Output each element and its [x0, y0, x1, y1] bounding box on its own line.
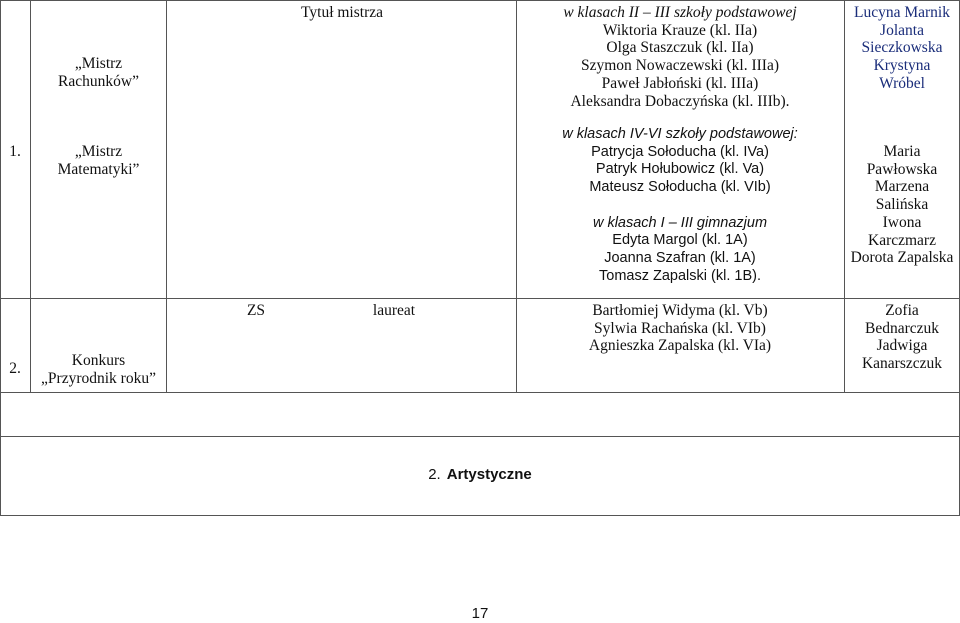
teacher: Karczmarz — [868, 231, 936, 249]
competition-name-line: Konkurs — [71, 352, 126, 369]
section-number: 2. — [428, 466, 441, 483]
students-list — [516, 4, 844, 110]
competition-name-line: „Mistrz — [74, 55, 123, 72]
students-list — [516, 302, 844, 355]
teacher: Jolanta — [880, 21, 924, 39]
competition-name — [31, 352, 166, 387]
competition-name-line: Rachunków” — [58, 72, 139, 90]
teacher: Lucyna Marnik — [854, 4, 950, 21]
award-type-text: Tytuł mistrza — [301, 4, 383, 21]
student: Bartłomiej Widyma (kl. Vb) — [592, 302, 768, 319]
section-title — [0, 466, 960, 483]
teacher: Sieczkowska — [861, 39, 943, 57]
student: Mateusz Sołoducha (kl. VIb) — [589, 179, 771, 196]
row-number — [0, 360, 30, 378]
row-number-text: 1. — [9, 143, 21, 160]
competition-name — [31, 143, 166, 178]
teacher: Salińska — [875, 196, 929, 214]
teacher: Dorota Zapalska — [850, 249, 954, 267]
page-number: 17 — [471, 605, 489, 622]
row-number — [0, 143, 30, 161]
row-number-text: 2. — [9, 360, 21, 377]
teachers-list — [845, 143, 959, 267]
teacher: Pawłowska — [866, 160, 938, 178]
table-left-border — [0, 0, 1, 516]
competition-name-line: „Przyrodnik roku” — [41, 369, 156, 387]
student: Patrycja Sołoducha (kl. IVa) — [591, 143, 769, 160]
student: Aleksandra Dobaczyńska (kl. IIIb). — [570, 92, 790, 110]
student: Szymon Nowaczewski (kl. IIIa) — [581, 57, 779, 75]
student: Tomasz Zapalski (kl. 1B). — [599, 267, 761, 284]
competition-name — [31, 55, 166, 90]
student: Agnieszka Zapalska (kl. VIa) — [588, 337, 772, 355]
teacher: Kanarszczuk — [861, 355, 943, 373]
teachers-list — [845, 4, 959, 93]
students-heading: w klasach I – III gimnazjum — [592, 214, 768, 231]
students-heading: w klasach IV-VI szkoły podstawowej: — [562, 126, 798, 142]
competition-name-line: Matematyki” — [57, 160, 140, 178]
teacher: Jadwiga — [876, 337, 928, 355]
teacher: Maria — [883, 143, 921, 160]
teacher: Marzena — [874, 178, 930, 196]
table-top-border — [0, 0, 960, 1]
spacer — [516, 197, 844, 215]
student: Olga Staszczuk (kl. IIa) — [606, 39, 754, 57]
section-label: Artystyczne — [446, 466, 532, 483]
award-type — [167, 4, 517, 22]
teacher: Zofia — [885, 302, 919, 319]
teacher: Krystyna — [873, 57, 931, 75]
award-level — [354, 302, 434, 320]
student: Paweł Jabłoński (kl. IIIa) — [601, 74, 759, 92]
student: Sylwia Rachańska (kl. VIb) — [594, 319, 766, 337]
row-divider — [0, 436, 960, 437]
table-bottom-border — [0, 515, 960, 516]
row-divider — [0, 298, 960, 299]
students-list — [516, 126, 844, 285]
award-type-text: ZS — [246, 302, 266, 319]
student: Wiktoria Krauze (kl. IIa) — [602, 21, 758, 39]
teacher: Iwona — [882, 213, 922, 231]
students-heading: w klasach II – III szkoły podstawowej — [563, 4, 797, 21]
col-divider — [166, 0, 167, 392]
student: Joanna Szafran (kl. 1A) — [604, 249, 756, 266]
student: Patryk Hołubowicz (kl. Va) — [595, 161, 765, 178]
award-level-text: laureat — [372, 302, 416, 319]
row-divider — [0, 392, 960, 393]
teachers-list — [845, 302, 959, 373]
award-type — [236, 302, 276, 320]
teacher: Wróbel — [879, 74, 925, 92]
teacher: Bednarczuk — [864, 319, 940, 337]
student: Edyta Margol (kl. 1A) — [612, 232, 748, 249]
competition-name-line: „Mistrz — [74, 143, 123, 160]
